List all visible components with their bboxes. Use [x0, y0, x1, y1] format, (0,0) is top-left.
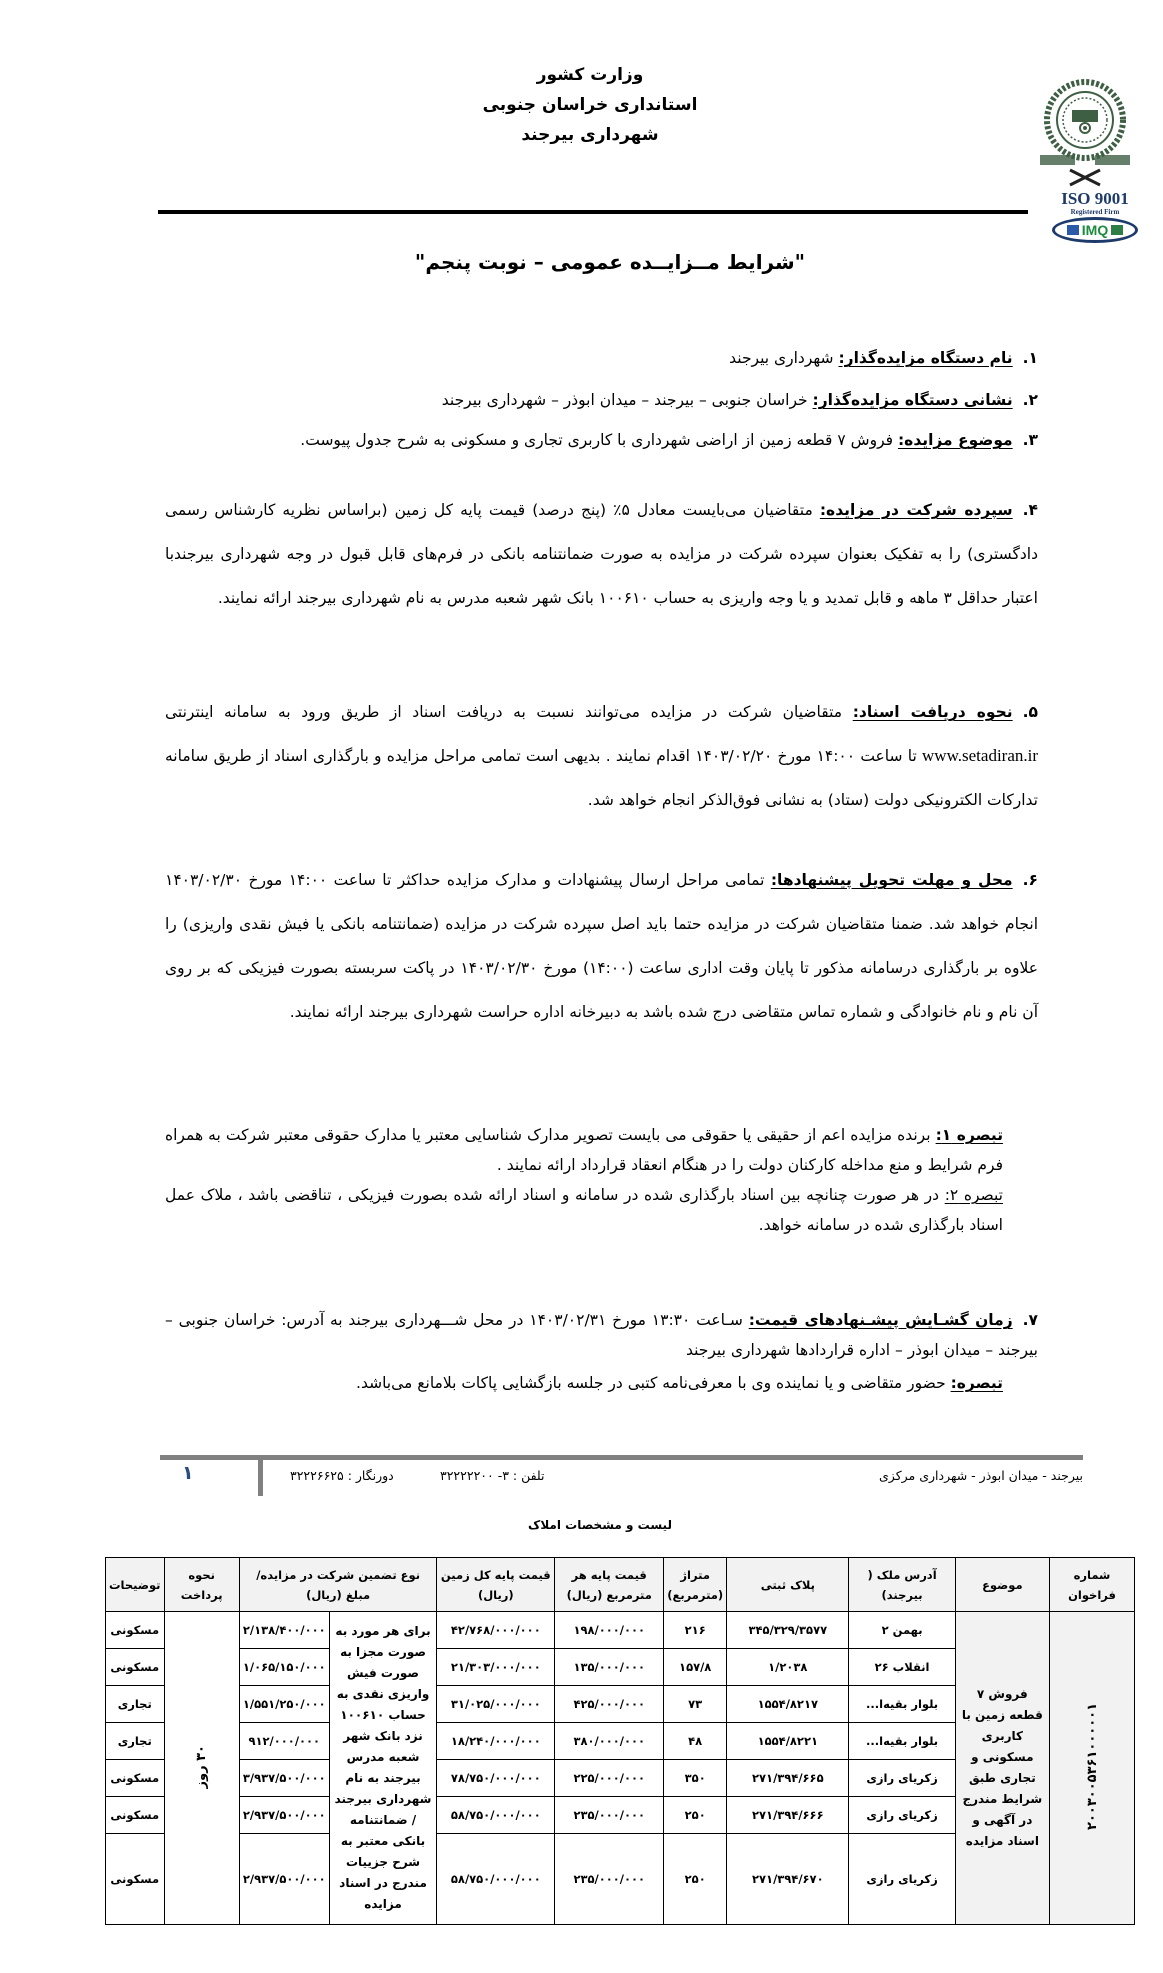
setadiran-link[interactable]: www.setadiran.ir — [922, 746, 1039, 765]
deposit-cell: ۳/۹۳۷/۵۰۰/۰۰۰ — [239, 1760, 329, 1797]
item-6: ۶.محل و مهلت تحویل پیشنهادها: تمامی مراحل ارسال پیشنهادات و مدارک مزایده حداکثر تا ساعت ۱۴:۰۰ مورخ ۱۴۰۳/۰۲/۳۰ انجام خواهد شد. ضمنا متقاضیان شرکت در مزایده حتما باید اصل سپرده شرکت در مزایده (ضمانتنامه بانکی یا فیش نقدی واریزی) را علاوه بر بارگذاری درسامانه مذکور تا پایان وقت اداری ساعت (۱۴:۰۰) مورخ ۱۴۰۳/۰۲/۳۰ در پاکت سربسته بصورت فیزیکی که بر روی آن نام و نام خانوادگی و شماره تماس متقاضی درج شده باشد به دبیرخانه اداره حراست شهرداری بیرجند ارائه نمایند. — [165, 871, 1038, 1021]
item-5: ۵.نحوه دریافت اسناد: متقاضیان شرکت در مزایده می‌توانند نسبت به دریافت اسناد از طریق ورود به سامانه اینترنتی www.setadiran.ir تا ساعت ۱۴:۰۰ مورخ ۱۴۰۳/۰۲/۲۰ اقدام نمایند . بدیهی است تمامی مراحل مزایده و بارگذاری اسناد از طریق سامانه تدارکات الکترونیکی دولت (ستاد) به نشانی فوق‌الذکر انجام خواهد شد. — [165, 703, 1039, 809]
notes-cell: مسکونی — [106, 1834, 165, 1925]
address-cell: بلوار بقیه‌ا... — [849, 1723, 955, 1760]
plate-cell: ۱۵۵۴/۸۲۲۱ — [727, 1723, 849, 1760]
deposit-cell: ۹۱۲/۰۰۰/۰۰۰ — [239, 1723, 329, 1760]
deposit-cell: ۱/۵۵۱/۲۵۰/۰۰۰ — [239, 1686, 329, 1723]
imq-logo-icon: IMQ — [1052, 217, 1138, 243]
item-7: ۷.زمان گشـایش پیشـنهادهای قیمت: سـاعت ۱۳:۳۰ مورخ ۱۴۰۳/۰۲/۳۱ در محل شـــهرداری بیرجند به آدرس: خراسان جنوبی – بیرجند – میدان ابوذر – اداره قراردادها شهرداری بیرجند — [165, 1311, 1038, 1359]
header-subject: موضوع — [955, 1558, 1049, 1612]
price-total-cell: ۵۸/۷۵۰/۰۰۰/۰۰۰ — [437, 1797, 555, 1834]
price-per-m-cell: ۲۳۵/۰۰۰/۰۰۰ — [555, 1834, 664, 1925]
price-total-cell: ۲۱/۳۰۳/۰۰۰/۰۰۰ — [437, 1649, 555, 1686]
page-footer — [160, 1460, 1083, 1490]
area-cell: ۴۸ — [664, 1723, 727, 1760]
iso-title: ISO 9001 — [1061, 189, 1129, 208]
price-total-cell: ۳۱/۰۲۵/۰۰۰/۰۰۰ — [437, 1686, 555, 1723]
iso-subtitle: Registered Firm — [1070, 208, 1120, 216]
header-price-total: قیمت پایه کل زمین (ریال) — [437, 1558, 555, 1612]
table-header-row — [106, 1558, 1135, 1612]
governorate-name: استانداری خراسان جنوبی — [482, 95, 698, 115]
item-4: ۴.سپرده شرکت در مزایده: متقاضیان می‌بایست معادل ۵٪ (پنج درصد) قیمت پایه کل زمین (براساس نظریه کارشناس رسمی دادگستری) را به تفکیک بعنوان سپرده شرکت در مزایده به صورت ضمانتنامه بانکی در فرم‌های قابل قبول در وجه شهرداری بیرجندبا اعتبار حداقل ۳ ماهه و قابل تمدید و یا وجه واریزی به حساب ۱۰۰۶۱۰ بانک شهر شعبه مدرس به نام شهرداری بیرجند ارائه نمایند. — [165, 501, 1039, 607]
address-cell: بلوار بقیه‌ا... — [849, 1686, 955, 1723]
phone-number: تلفن : ۳- ۳۲۲۲۲۲۰۰ — [440, 1468, 545, 1483]
deposit-cell: ۲/۹۳۷/۵۰۰/۰۰۰ — [239, 1797, 329, 1834]
item-label: نشانی دستگاه مزایده‌گذار: — [812, 391, 1013, 409]
notes-cell: مسکونی — [106, 1649, 165, 1686]
price-total-cell: ۱۸/۲۴۰/۰۰۰/۰۰۰ — [437, 1723, 555, 1760]
plate-cell: ۲۷۱/۳۹۴/۶۶۵ — [727, 1760, 849, 1797]
item-2: ۲.نشانی دستگاه مزایده‌گذار: خراسان جنوبی – بیرجند – میدان ابوذر – شهرداری بیرجند — [441, 391, 1038, 409]
area-cell: ۲۵۰ — [664, 1834, 727, 1925]
note-2: تبصره ۲: در هر صورت چنانچه بین اسناد بارگذاری شده در سامانه و اسناد ارائه شده بصورت فیزیکی ، تناقضی باشد ، ملاک عمل اسناد بارگذاری شده در سامانه خواهد. — [165, 1186, 1003, 1234]
item-label: نحوه دریافت اسناد: — [852, 703, 1013, 721]
ministry-name: وزارت کشور — [536, 65, 644, 85]
area-cell: ۲۱۶ — [664, 1612, 727, 1649]
header-price-per-m: قیمت پایه هر مترمربع (ریال) — [555, 1558, 664, 1612]
properties-table — [105, 1557, 1135, 1925]
note-3: تبصره: حضور متقاضی و یا نماینده وی با معرفی‌نامه کتبی در جلسه بازگشایی پاکات بلامانع می‌باشد. — [356, 1374, 1003, 1392]
plate-cell: ۳۴۵/۳۲۹/۳۵۷۷ — [727, 1612, 849, 1649]
footer-separator — [258, 1460, 263, 1496]
area-cell: ۱۵۷/۸ — [664, 1649, 727, 1686]
plate-cell: ۲۷۱/۳۹۴/۶۷۰ — [727, 1834, 849, 1925]
price-total-cell: ۴۲/۷۶۸/۰۰۰/۰۰۰ — [437, 1612, 555, 1649]
deposit-cell: ۲/۱۳۸/۴۰۰/۰۰۰ — [239, 1612, 329, 1649]
item-label: نام دستگاه مزایده‌گذار: — [838, 349, 1013, 367]
header-plate: پلاک ثبتی — [727, 1558, 849, 1612]
item-label: موضوع مزایده: — [897, 431, 1013, 449]
footer-address: بیرجند - میدان ابوذر - شهرداری مرکزی — [879, 1468, 1083, 1483]
municipality-name: شهرداری بیرجند — [521, 125, 659, 145]
note-1: تبصره ۱: برنده مزایده اعم از حقیقی یا حقوقی می بایست تصویر مدارک شناسایی معتبر یا مدارک حقوقی معتبر شرکت به همراه فرم شرایط و منع مداخله کارکنان دولت را در هنگام انعقاد قرارداد ارائه نمایند . — [165, 1126, 1004, 1174]
document-title: "شرایط مــزایــده عمومی – نوبت پنجم" — [414, 250, 806, 274]
item-label: سپرده شرکت در مزایده: — [819, 501, 1013, 519]
notes-cell: مسکونی — [106, 1760, 165, 1797]
area-cell: ۳۵۰ — [664, 1760, 727, 1797]
deposit-cell: ۱/۰۶۵/۱۵۰/۰۰۰ — [239, 1649, 329, 1686]
letterhead — [430, 60, 750, 150]
header-notes: توضیحات — [106, 1558, 165, 1612]
address-cell: زکریای رازی — [849, 1834, 955, 1925]
address-cell: بهمن ۲ — [849, 1612, 955, 1649]
area-cell: ۲۵۰ — [664, 1797, 727, 1834]
item-label: زمان گشـایش پیشـنهادهای قیمت: — [748, 1311, 1013, 1329]
page-number: ۱ — [182, 1462, 194, 1484]
iso-certification-badge — [1040, 190, 1150, 243]
area-cell: ۷۳ — [664, 1686, 727, 1723]
item-label: محل و مهلت تحویل پیشنهادها: — [770, 871, 1013, 889]
call-number-cell: ۲۰۰۳۰۰۵۳۶۱۰۰۰۰۰۱ — [1050, 1612, 1135, 1925]
address-cell: زکریای رازی — [849, 1760, 955, 1797]
price-per-m-cell: ۳۸۰/۰۰۰/۰۰۰ — [555, 1723, 664, 1760]
price-per-m-cell: ۴۲۵/۰۰۰/۰۰۰ — [555, 1686, 664, 1723]
plate-cell: ۱۵۵۴/۸۲۱۷ — [727, 1686, 849, 1723]
price-total-cell: ۵۸/۷۵۰/۰۰۰/۰۰۰ — [437, 1834, 555, 1925]
subject-cell: فروش ۷ قطعه زمین با کاربری مسکونی و تجاری طبق شرایط مندرج در آگهی و اسناد مزایده — [955, 1612, 1049, 1925]
price-per-m-cell: ۲۳۵/۰۰۰/۰۰۰ — [555, 1797, 664, 1834]
notes-cell: تجاری — [106, 1723, 165, 1760]
notes-cell: مسکونی — [106, 1612, 165, 1649]
notes-cell: تجاری — [106, 1686, 165, 1723]
header-divider — [158, 210, 1028, 214]
municipality-emblem-icon — [1030, 70, 1140, 190]
header-address: آدرس ملک ( بیرجند) — [849, 1558, 955, 1612]
plate-cell: ۱/۲۰۳۸ — [727, 1649, 849, 1686]
item-1: ۱.نام دستگاه مزایده‌گذار: شهرداری بیرجند — [729, 349, 1038, 367]
address-cell: زکریای رازی — [849, 1797, 955, 1834]
item-3: ۳.موضوع مزایده: فروش ۷ قطعه زمین از اراضی شهرداری با کاربری تجاری و مسکونی به شرح جدول پیوست. — [300, 431, 1038, 449]
price-per-m-cell: ۱۹۸/۰۰۰/۰۰۰ — [555, 1612, 664, 1649]
header-payment: نحوه پرداخت — [164, 1558, 239, 1612]
price-per-m-cell: ۲۲۵/۰۰۰/۰۰۰ — [555, 1760, 664, 1797]
address-cell: انقلاب ۲۶ — [849, 1649, 955, 1686]
deposit-cell: ۲/۹۳۷/۵۰۰/۰۰۰ — [239, 1834, 329, 1925]
price-total-cell: ۷۸/۷۵۰/۰۰۰/۰۰۰ — [437, 1760, 555, 1797]
plate-cell: ۲۷۱/۳۹۴/۶۶۶ — [727, 1797, 849, 1834]
table-row — [106, 1612, 1135, 1649]
header-call-no: شماره فراخوان — [1050, 1558, 1135, 1612]
header-area: متراژ (مترمربع) — [664, 1558, 727, 1612]
notes-cell: مسکونی — [106, 1797, 165, 1834]
price-per-m-cell: ۱۳۵/۰۰۰/۰۰۰ — [555, 1649, 664, 1686]
guarantee-type-cell: برای هر مورد به صورت مجزا به صورت فیش واریزی نقدی به حساب ۱۰۰۶۱۰ نزد بانک شهر شعبه مدرس بیرجند به نام شهرداری بیرجند / ضمانتنامه بانکی معتبر به شرح جزییات مندرج در اسناد مزایده — [329, 1612, 437, 1925]
fax-number: دورنگار : ۳۲۲۲۶۶۲۵ — [290, 1468, 394, 1483]
payment-cell: ۳۰ روز — [164, 1612, 239, 1925]
table-title: لیست و مشخصات املاک — [528, 1518, 672, 1532]
header-guarantee: نوع تضمین شرکت در مزایده/ مبلغ (ریال) — [239, 1558, 436, 1612]
